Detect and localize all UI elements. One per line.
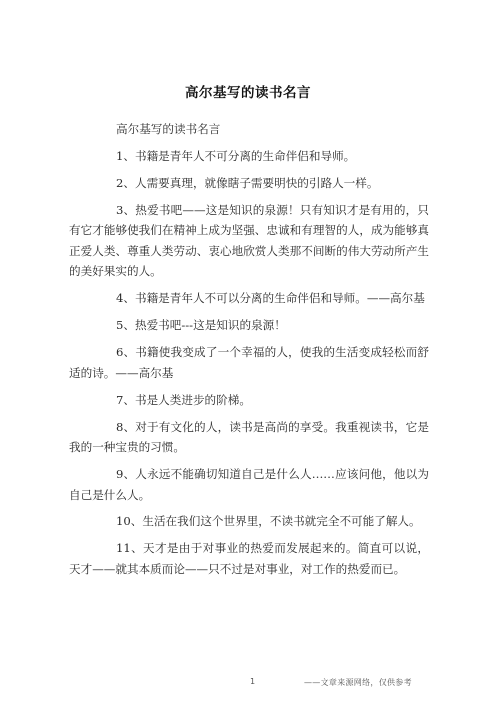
quote-paragraph-5: 5、热爱书吧---这是知识的泉源！ — [116, 318, 286, 333]
page-number: 1 — [250, 677, 256, 686]
page-footer — [0, 677, 496, 691]
page-title: 高尔基写的读书名言 — [185, 85, 311, 101]
quote-paragraph-6: 6、书籍使我变成了一个幸福的人，使我的生活变成轻松而舒适的诗。——高尔基 — [69, 345, 429, 380]
quote-paragraph-10: 10、生活在我们这个世界里，不读书就完全不可能了解人。 — [116, 514, 421, 529]
quote-paragraph-9: 9、人永远不能确切知道自己是什么人……应该问他，他以为自己是什么人。 — [69, 466, 429, 502]
quote-paragraph-8: 8、对于有文化的人，读书是高尚的享受。我重视读书，它是我的一种宝贵的习惯。 — [69, 419, 429, 455]
document-body — [69, 119, 429, 586]
quote-paragraph-1: 1、书籍是青年人不可分离的生命伴侣和导师。 — [116, 148, 356, 163]
quote-paragraph-3: 3、热爱书吧——这是知识的泉源！只有知识才是有用的，只有它才能够使我们在精神上成为坚强、忠诚和有理智的人，成为能够真正爱人类、尊重人类劳动、衷心地欣赏人类那不间断的伟大劳动所产生的美好果实的人。 — [69, 202, 429, 279]
quote-paragraph-7: 7、书是人类进步的阶梯。 — [116, 392, 251, 407]
quote-paragraph-2: 2、人需要真理，就像瞎子需要明快的引路人一样。 — [116, 175, 379, 190]
quote-paragraph-4: 4、书籍是青年人不可以分离的生命伴侣和导师。——高尔基 — [116, 291, 425, 306]
quote-paragraph-11: 11、天才是由于对事业的热爱而发展起来的。简直可以说，天才——就其本质而论——只不过是对事业，对工作的热爱而已。 — [69, 541, 429, 576]
subtitle-paragraph: 高尔基写的读书名言 — [116, 122, 221, 136]
footer-source-note: ——文章来源网络，仅供参考 — [304, 678, 412, 687]
